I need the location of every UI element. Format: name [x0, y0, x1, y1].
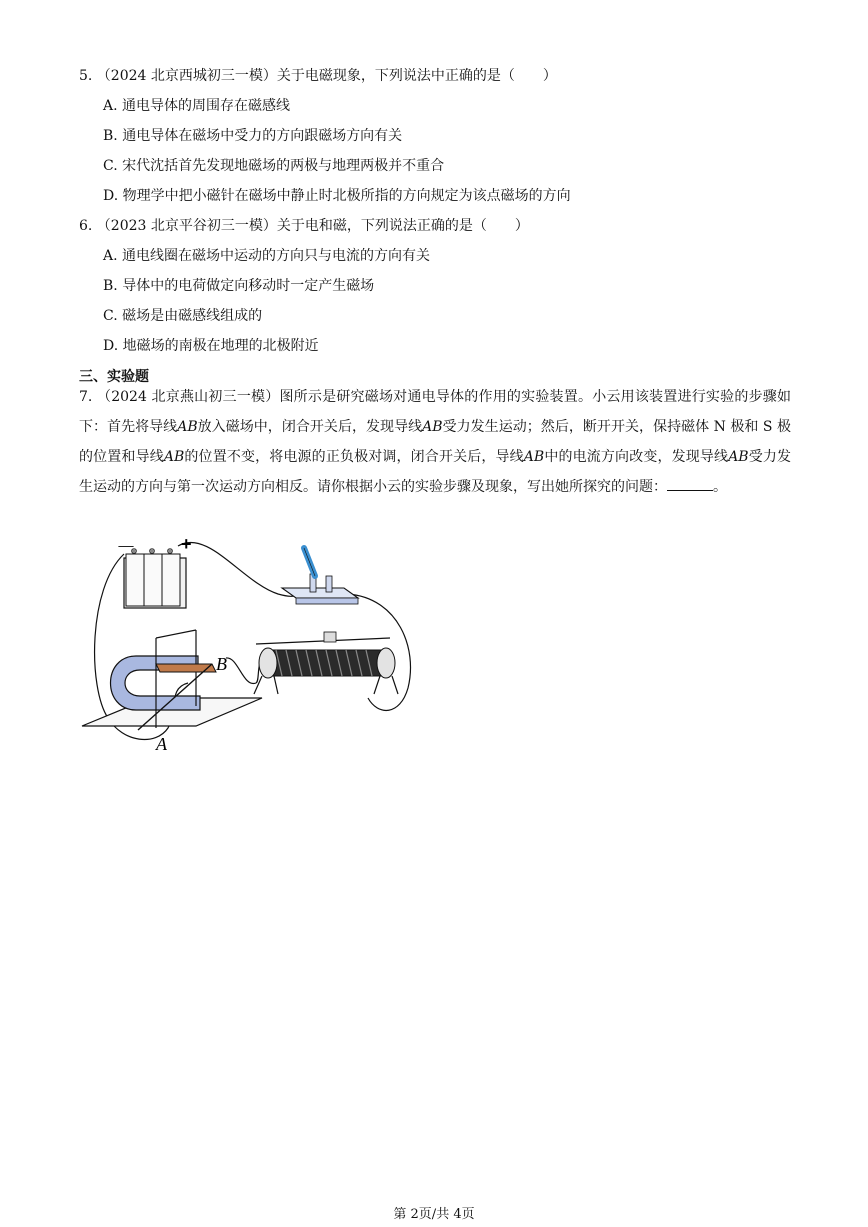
rheostat: [254, 632, 398, 694]
var-ab: AB: [163, 449, 185, 465]
question-5-option-a: A. 通电导体的周围存在磁感线: [103, 98, 291, 114]
battery-minus-label: －: [116, 538, 136, 559]
var-ab: AB: [523, 449, 545, 465]
question-7-text: [79, 382, 791, 502]
var-ab: AB: [422, 419, 443, 435]
answer-blank[interactable]: [667, 476, 713, 491]
var-ab: AB: [177, 419, 198, 435]
wire-b-to-rheostat: [226, 656, 264, 684]
question-5-option-d: D. 物理学中把小磁针在磁场中静止时北极所指的方向规定为该点磁场的方向: [103, 188, 571, 204]
q7-text-3: 受力发生运动；然后，断开开关，保持磁体 N 极和 S 极的位置和导线: [79, 419, 792, 465]
question-6-stem: 6. （2023 北京平谷初三一模）关于电和磁，下列说法正确的是（ ）: [79, 218, 529, 234]
question-6-option-c: C. 磁场是由磁感线组成的: [103, 308, 263, 324]
label-b: B: [216, 654, 227, 674]
question-5-stem: 5. （2024 北京西城初三一模）关于电磁现象，下列说法中正确的是（ ）: [79, 68, 557, 84]
experiment-apparatus-figure: [78, 538, 418, 758]
question-6-option-b: B. 导体中的电荷做定向移动时一定产生磁场: [103, 278, 375, 294]
label-a: A: [156, 734, 167, 754]
question-6-option-d: D. 地磁场的南极在地理的北极附近: [103, 338, 319, 354]
q7-text-4: 的位置不变，将电源的正负极对调，闭合开关后，导线: [184, 449, 524, 465]
knife-switch: [282, 548, 358, 604]
question-5-option-b: B. 通电导体在磁场中受力的方向跟磁场方向有关: [103, 128, 403, 144]
question-5-option-c: C. 宋代沈括首先发现地磁场的两极与地理两极并不重合: [103, 158, 445, 174]
battery-plus-label: +: [181, 538, 192, 554]
q7-text-7: 。: [713, 479, 727, 495]
q7-text-5: 中的电流方向改变，发现导线: [544, 449, 729, 465]
var-ab: AB: [728, 449, 749, 465]
section-heading: 三、实验题: [79, 369, 149, 385]
page-footer: 第 2页/共 4页: [393, 1207, 475, 1222]
question-6-option-a: A. 通电线圈在磁场中运动的方向只与电流的方向有关: [103, 248, 431, 264]
q7-text-6: 受力发生运动的方向与第一次运动方向相反。请你根据小云的实验步骤及现象，写出她所探究的问题：: [79, 449, 792, 495]
q7-text-1: 7. （2024 北京燕山初三一模）图所示是研究磁场对通电导体的作用的实验装置。小云用该装置进行实验的步骤如下：首先将导线: [79, 389, 791, 435]
q7-text-2: 放入磁场中，闭合开关后，发现导线: [197, 419, 423, 435]
